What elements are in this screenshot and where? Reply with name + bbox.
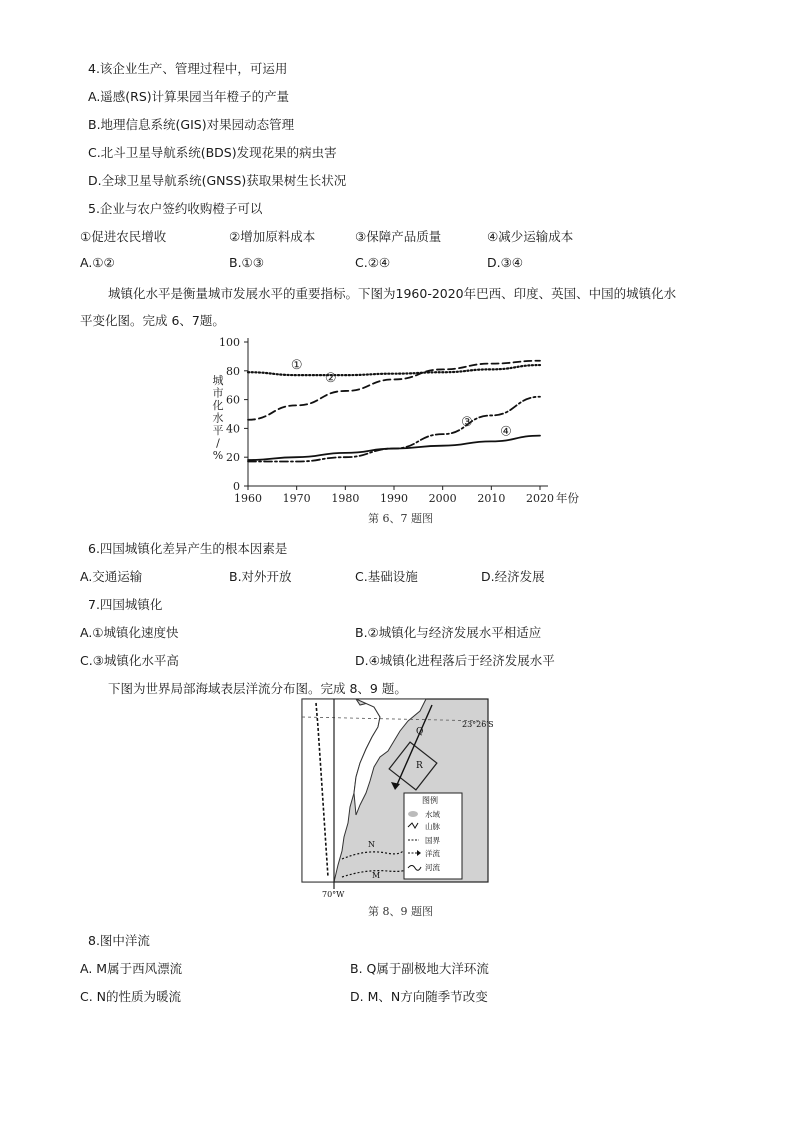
intro-6-7-line2: 平变化图。完成 6、7题。: [80, 313, 225, 328]
legend-item-current: 洋流: [425, 849, 440, 858]
q5-stem: 5.企业与农户签约收购橙子可以: [88, 201, 263, 216]
q5-option-b: B.①③: [229, 255, 264, 270]
q4-option-b: B.地理信息系统(GIS)对果园动态管理: [88, 117, 295, 132]
x-tick-label: 1980: [331, 492, 360, 505]
legend-title: 图例: [422, 796, 438, 805]
q4-stem: 4.该企业生产、管理过程中，可运用: [88, 61, 288, 76]
map-label-q: Q: [416, 727, 424, 737]
y-axis-title-char: /: [216, 436, 220, 450]
x-tick-label: 1990: [380, 492, 408, 505]
urbanization-chart: [200, 328, 590, 512]
q5-option-d: D.③④: [487, 255, 524, 270]
q5-item-4: ④减少运输成本: [487, 229, 574, 244]
y-axis-title-char: 水: [212, 411, 224, 425]
chart-series: [248, 361, 540, 462]
q7-option-a: A.①城镇化速度快: [80, 625, 179, 640]
q8-option-d: D. M、N方向随季节改变: [350, 989, 488, 1004]
x-tick-label: 1970: [282, 492, 311, 505]
y-tick-label: 80: [226, 364, 240, 378]
q5-item-1: ①促进农民增收: [80, 229, 167, 244]
intro-8-9: 下图为世界局部海域表层洋流分布图。完成 8、9 题。: [108, 681, 407, 696]
q6-option-a: A.交通运输: [80, 569, 143, 584]
series-label-3: ③: [461, 415, 473, 431]
series-label-2: ②: [324, 370, 337, 386]
q5-option-a: A.①②: [80, 255, 115, 270]
map-label-r: R: [416, 761, 423, 771]
q7-option-d: D.④城镇化进程落后于经济发展水平: [355, 653, 555, 668]
q6-option-c: C.基础设施: [355, 569, 418, 584]
y-axis-title-char: %: [212, 449, 224, 462]
y-axis-title-char: 城: [212, 374, 224, 387]
legend-item-mountain: 山脉: [425, 822, 440, 831]
q5-option-c: C.②④: [355, 255, 391, 270]
chart-ylabel: [213, 374, 224, 462]
x-tick-label: 1960: [234, 492, 262, 505]
map-caption: 第 8、9 题图: [368, 905, 433, 918]
q6-option-b: B.对外开放: [229, 569, 292, 584]
series-line-4: [248, 436, 540, 460]
q5-item-3: ③保障产品质量: [355, 229, 442, 244]
q8-option-a: A. M属于西风漂流: [80, 961, 183, 976]
q6-stem: 6.四国城镇化差异产生的根本因素是: [88, 541, 288, 556]
q4-option-c: C.北斗卫星导航系统(BDS)发现花果的病虫害: [88, 145, 337, 160]
q7-stem: 7.四国城镇化: [88, 597, 163, 612]
map-lon-label: 70°W: [322, 890, 345, 899]
series-label-1: ①: [290, 358, 303, 374]
q6-option-d: D.经济发展: [481, 569, 545, 584]
map-label-n: N: [368, 840, 375, 849]
x-tick-label: 2020: [526, 492, 554, 505]
q8-stem: 8.图中洋流: [88, 933, 150, 948]
y-axis-title-char: 市: [212, 386, 224, 400]
q8-option-b: B. Q属于副极地大洋环流: [350, 961, 489, 976]
y-axis-title-char: 平: [212, 424, 224, 437]
legend-water-icon: [408, 811, 418, 817]
q4-option-d: D.全球卫星导航系统(GNSS)获取果树生长状况: [88, 173, 347, 188]
map-legend: [404, 793, 462, 879]
ocean-current-map: [296, 697, 496, 905]
q8-option-c: C. N的性质为暖流: [80, 989, 182, 1004]
y-tick-label: 20: [226, 451, 240, 465]
y-tick-label: 100: [219, 336, 240, 349]
y-tick-label: 40: [226, 422, 240, 436]
series-label-4: ④: [500, 424, 512, 440]
x-axis-title: 年份: [556, 491, 579, 505]
map-label-m: M: [372, 871, 381, 880]
y-tick-label: 0: [233, 480, 240, 493]
q4-option-a: A.遥感(RS)计算果园当年橙子的产量: [88, 89, 290, 104]
q7-option-b: B.②城镇化与经济发展水平相适应: [355, 625, 542, 640]
map-lat-label: 23°26′S: [462, 720, 494, 729]
q5-item-2: ②增加原料成本: [229, 229, 316, 244]
x-tick-label: 2010: [477, 492, 506, 505]
legend-item-water: 水域: [425, 810, 440, 819]
y-tick-label: 60: [226, 393, 240, 407]
x-tick-label: 2000: [428, 492, 457, 505]
legend-item-river: 河流: [425, 863, 440, 872]
q7-option-c: C.③城镇化水平高: [80, 653, 179, 668]
intro-6-7-line1: 城镇化水平是衡量城市发展水平的重要指标。下图为1960-2020年巴西、印度、英国、中国的城镇化水: [108, 286, 677, 301]
y-axis-title-char: 化: [212, 399, 224, 412]
legend-item-border: 国界: [425, 836, 440, 845]
chart-caption: 第 6、7 题图: [368, 512, 433, 525]
